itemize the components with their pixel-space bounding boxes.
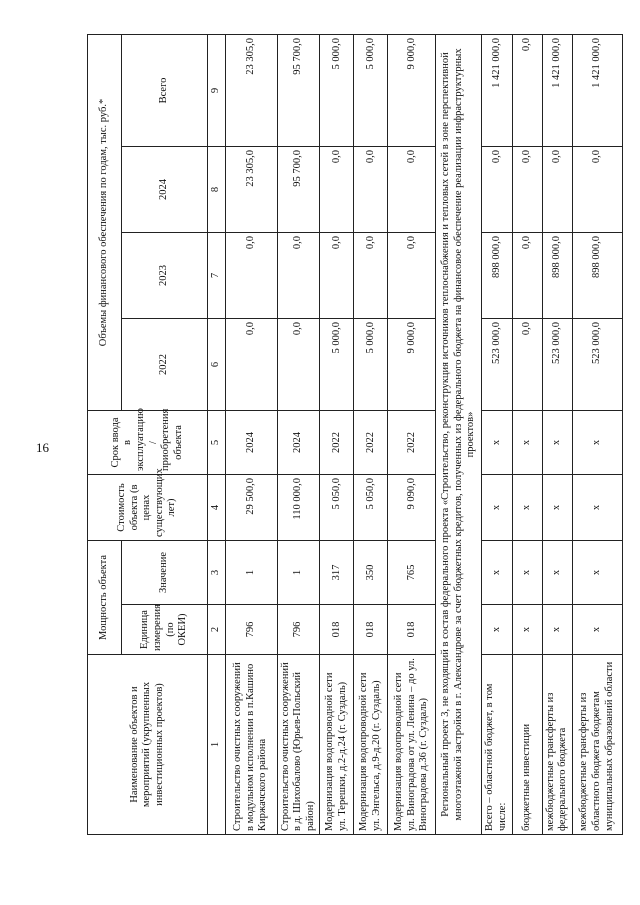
object-name: Модернизация водопроводной сети ул. Терешки, д.2-д.24 (г. Суздаль) [320, 655, 354, 835]
object-2023: 0,0 [225, 233, 277, 319]
budget-2024: 0,0 [542, 147, 572, 233]
budget-date: х [572, 411, 622, 475]
budget-total: 1 421 000,0 [572, 35, 622, 147]
budget-2022: 523 000,0 [572, 319, 622, 411]
budget-total: 1 421 000,0 [542, 35, 572, 147]
object-2024: 0,0 [320, 147, 354, 233]
object-cost: 110 000,0 [277, 475, 320, 541]
object-name: Строительство очистных сооружений в модульном исполнении в п.Кашино Киржачского района [225, 655, 277, 835]
object-2022: 9 000,0 [388, 319, 436, 411]
object-total: 5 000,0 [320, 35, 354, 147]
object-date: 2022 [388, 411, 436, 475]
object-2022: 5 000,0 [320, 319, 354, 411]
object-total: 23 305,0 [225, 35, 277, 147]
budget-2023: 898 000,0 [542, 233, 572, 319]
budget-2024: 0,0 [572, 147, 622, 233]
header-2022: 2022 [122, 319, 208, 411]
table-row [482, 35, 512, 835]
budget-cost: х [482, 475, 512, 541]
budget-name: Всего – областной бюджет, в том числе: [482, 655, 512, 835]
object-value: 1 [277, 541, 320, 605]
object-name: Строительство очистных сооружений в д. Шихобалово (Юрьев-Польский район) [277, 655, 320, 835]
header-row-1 [88, 35, 122, 835]
budget-name: бюджетные инвестиции [512, 655, 542, 835]
object-2024: 95 700,0 [277, 147, 320, 233]
header-date: Срок ввода в эксплуатацию / приобретения объекта [88, 411, 208, 475]
budget-value: х [482, 541, 512, 605]
index-cell: 7 [208, 233, 226, 319]
budget-date: х [512, 411, 542, 475]
object-value: 317 [320, 541, 354, 605]
object-unit: 018 [388, 605, 436, 655]
index-cell: 2 [208, 605, 226, 655]
rotated-table-wrapper [87, 35, 615, 835]
index-row [208, 35, 226, 835]
project-row [436, 35, 482, 835]
table-row [512, 35, 542, 835]
budget-date: х [542, 411, 572, 475]
object-unit: 018 [320, 605, 354, 655]
budget-total: 0,0 [512, 35, 542, 147]
header-unit: Единица измерения (по ОКЕИ) [122, 605, 208, 655]
index-cell: 5 [208, 411, 226, 475]
object-cost: 5 050,0 [320, 475, 354, 541]
header-capacity: Мощность объекта [88, 541, 122, 655]
header-name: Наименование объектов и мероприятий (укрупненных инвестиционных проектов) [88, 655, 208, 835]
object-2023: 0,0 [388, 233, 436, 319]
object-total: 5 000,0 [354, 35, 388, 147]
object-value: 1 [225, 541, 277, 605]
header-value: Значение [122, 541, 208, 605]
budget-date: х [482, 411, 512, 475]
budget-2022: 0,0 [512, 319, 542, 411]
object-2024: 23 305,0 [225, 147, 277, 233]
index-cell: 8 [208, 147, 226, 233]
table-row [225, 35, 277, 835]
budget-cost: х [512, 475, 542, 541]
object-date: 2024 [277, 411, 320, 475]
index-cell: 4 [208, 475, 226, 541]
object-2024: 0,0 [388, 147, 436, 233]
budget-cost: х [572, 475, 622, 541]
header-finance: Объемы финансового обеспечения по годам, тыс. руб.* [88, 35, 122, 411]
budget-2022: 523 000,0 [482, 319, 512, 411]
budget-value: х [572, 541, 622, 605]
object-value: 350 [354, 541, 388, 605]
object-date: 2022 [320, 411, 354, 475]
object-2024: 0,0 [354, 147, 388, 233]
index-cell: 1 [208, 655, 226, 835]
object-cost: 5 050,0 [354, 475, 388, 541]
budget-name: межбюджетные трансферты из федерального бюджета [542, 655, 572, 835]
budget-2023: 898 000,0 [482, 233, 512, 319]
object-value: 765 [388, 541, 436, 605]
budget-2024: 0,0 [512, 147, 542, 233]
object-2023: 0,0 [354, 233, 388, 319]
investment-table [87, 34, 623, 835]
index-cell: 3 [208, 541, 226, 605]
budget-unit: х [572, 605, 622, 655]
table-row [388, 35, 436, 835]
budget-2022: 523 000,0 [542, 319, 572, 411]
object-cost: 29 500,0 [225, 475, 277, 541]
object-unit: 018 [354, 605, 388, 655]
budget-2023: 0,0 [512, 233, 542, 319]
page-number: 16 [36, 440, 49, 455]
regional-project-heading: Региональный проект 3, не входящий в состав федерального проекта «Строительство, реконструкция источников теплоснабжения и тепловых сетей в зоне перспективной многоэтажной застройки в г. Александрове за счет бюджетных кредитов, полученных из федерального бюджета на финансовое обеспечение реализации инфраструктурных проектов» [436, 35, 482, 835]
object-date: 2022 [354, 411, 388, 475]
object-name: Модернизация водопроводной сети ул. Энгельса, д.9-д.20 (г. Суздаль) [354, 655, 388, 835]
object-total: 9 000,0 [388, 35, 436, 147]
table-row [354, 35, 388, 835]
budget-unit: х [482, 605, 512, 655]
table-row [572, 35, 622, 835]
budget-total: 1 421 000,0 [482, 35, 512, 147]
object-2022: 0,0 [225, 319, 277, 411]
budget-2024: 0,0 [482, 147, 512, 233]
budget-unit: х [512, 605, 542, 655]
budget-2023: 898 000,0 [572, 233, 622, 319]
object-total: 95 700,0 [277, 35, 320, 147]
object-unit: 796 [225, 605, 277, 655]
object-2022: 0,0 [277, 319, 320, 411]
object-cost: 9 090,0 [388, 475, 436, 541]
budget-name: межбюджетные трансферты из областного бюджета бюджетам муниципальных образований области [572, 655, 622, 835]
object-unit: 796 [277, 605, 320, 655]
header-2024: 2024 [122, 147, 208, 233]
header-total: Всего [122, 35, 208, 147]
object-name: Модернизация водопроводной сети ул. Виноградова от ул. Ленина – до ул. Виноградова д.36 (г. Суздаль) [388, 655, 436, 835]
header-cost: Стоимость объекта (в ценах существующих лет) [88, 475, 208, 541]
table-row [277, 35, 320, 835]
table-row [542, 35, 572, 835]
budget-value: х [542, 541, 572, 605]
budget-value: х [512, 541, 542, 605]
index-cell: 6 [208, 319, 226, 411]
index-cell: 9 [208, 35, 226, 147]
object-date: 2024 [225, 411, 277, 475]
header-2023: 2023 [122, 233, 208, 319]
table-row [320, 35, 354, 835]
object-2023: 0,0 [277, 233, 320, 319]
budget-cost: х [542, 475, 572, 541]
budget-unit: х [542, 605, 572, 655]
object-2022: 5 000,0 [354, 319, 388, 411]
object-2023: 0,0 [320, 233, 354, 319]
